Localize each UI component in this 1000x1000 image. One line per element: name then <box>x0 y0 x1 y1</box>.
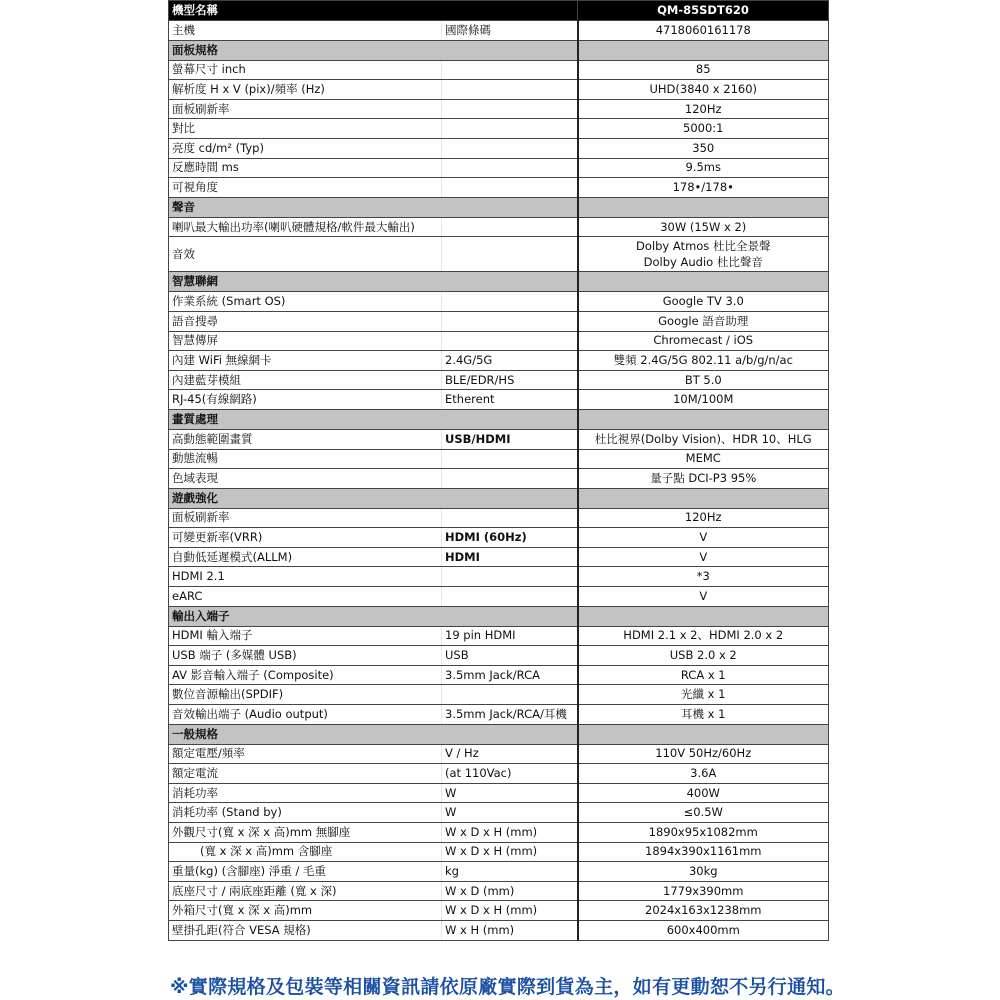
barcode-value: 4718060161178 <box>578 21 829 41</box>
spec-condition-text: 3.5mm Jack/RCA/耳機 <box>445 706 567 721</box>
spec-value: 30W (15W x 2) <box>578 217 829 237</box>
section-header-row <box>169 409 829 429</box>
spec-row <box>169 449 829 469</box>
spec-value: UHD(3840 x 2160) <box>578 80 829 100</box>
spec-label: 音效輸出端子 (Audio output) <box>169 705 442 725</box>
spec-label: 底座尺寸 / 兩底座距離 (寬 x 深) <box>169 881 442 901</box>
spec-condition <box>442 744 578 764</box>
spec-value: Chromecast / iOS <box>578 331 829 351</box>
spec-condition-text: Etherent <box>445 392 495 407</box>
spec-condition <box>442 862 578 882</box>
spec-label: 額定電壓/頻率 <box>169 744 442 764</box>
spec-label: 智慧傳屏 <box>169 331 442 351</box>
section-header-row <box>169 606 829 626</box>
model-label: 機型名稱 <box>169 1 442 21</box>
spec-value: V <box>578 587 829 607</box>
spec-label: eARC <box>169 587 442 607</box>
spec-table <box>168 0 829 941</box>
spec-condition-text: (at 110Vac) <box>445 766 512 781</box>
section-title: 一般規格 <box>169 724 442 744</box>
spec-condition <box>442 119 578 139</box>
spec-row <box>169 744 829 764</box>
spec-label: 對比 <box>169 119 442 139</box>
spec-value: 10M/100M <box>578 390 829 410</box>
spec-condition <box>442 429 578 449</box>
spec-value: 光纖 x 1 <box>578 685 829 705</box>
spec-condition <box>442 237 578 272</box>
main-unit-row <box>169 21 829 41</box>
spec-label: 消耗功率 <box>169 783 442 803</box>
spec-row <box>169 783 829 803</box>
spec-condition-text: W x D x H (mm) <box>445 903 538 918</box>
spec-row <box>169 626 829 646</box>
spec-row <box>169 217 829 237</box>
spec-label: AV 影音輸入端子 (Composite) <box>169 665 442 685</box>
spec-row <box>169 646 829 666</box>
spec-value: 杜比視界(Dolby Vision)、HDR 10、HLG <box>578 429 829 449</box>
model-middle <box>442 1 578 21</box>
spec-row <box>169 665 829 685</box>
section-header-row <box>169 40 829 60</box>
spec-row <box>169 508 829 528</box>
spec-condition-text: W x D x H (mm) <box>445 824 538 839</box>
spec-label: HDMI 2.1 <box>169 567 442 587</box>
main-unit-label: 主機 <box>169 21 442 41</box>
barcode-label: 國際條碼 <box>442 21 578 41</box>
spec-row <box>169 311 829 331</box>
spec-label-text: (寬 x 深 x 高)mm 含腳座 <box>200 844 333 859</box>
spec-label: 面板刷新率 <box>169 99 442 119</box>
spec-label: RJ-45(有線網路) <box>169 390 442 410</box>
spec-row <box>169 158 829 178</box>
spec-value <box>578 237 829 272</box>
spec-label: 音效 <box>169 237 442 272</box>
spec-row <box>169 862 829 882</box>
spec-value: 120Hz <box>578 508 829 528</box>
spec-condition-text: W x D (mm) <box>445 883 515 898</box>
spec-row <box>169 901 829 921</box>
spec-label <box>169 842 442 862</box>
spec-row <box>169 547 829 567</box>
spec-condition <box>442 390 578 410</box>
spec-value: 耳機 x 1 <box>578 705 829 725</box>
spec-condition <box>442 783 578 803</box>
spec-value: 178•/178• <box>578 178 829 198</box>
section-value <box>578 606 829 626</box>
spec-condition <box>442 567 578 587</box>
section-title: 面板規格 <box>169 40 442 60</box>
spec-value: ≤0.5W <box>578 803 829 823</box>
spec-label: 自動低延遲模式(ALLM) <box>169 547 442 567</box>
spec-condition <box>442 764 578 784</box>
spec-value: V <box>578 528 829 548</box>
spec-row <box>169 370 829 390</box>
disclaimer-footnote: ※實際規格及包裝等相關資訊請依原廠實際到貨為主，如有更動恕不另行通知。 <box>170 976 845 998</box>
spec-value: Google TV 3.0 <box>578 292 829 312</box>
spec-condition <box>442 80 578 100</box>
spec-condition-text: HDMI <box>445 549 480 564</box>
spec-condition <box>442 587 578 607</box>
spec-value: 2024x163x1238mm <box>578 901 829 921</box>
spec-condition <box>442 646 578 666</box>
spec-label: 作業系統 (Smart OS) <box>169 292 442 312</box>
section-title: 聲音 <box>169 197 442 217</box>
section-title: 畫質處理 <box>169 409 442 429</box>
spec-condition <box>442 99 578 119</box>
spec-condition <box>442 508 578 528</box>
spec-condition-text: USB <box>445 648 469 663</box>
spec-condition <box>442 626 578 646</box>
spec-row <box>169 469 829 489</box>
spec-label: 額定電流 <box>169 764 442 784</box>
spec-label: USB 端子 (多媒體 USB) <box>169 646 442 666</box>
spec-condition <box>442 901 578 921</box>
section-middle <box>442 724 578 744</box>
spec-condition <box>442 331 578 351</box>
section-title: 遊戲強化 <box>169 488 442 508</box>
spec-value-line-2: Dolby Audio 杜比聲音 <box>643 255 763 270</box>
spec-label: 壁掛孔距(符合 VESA 規格) <box>169 920 442 940</box>
section-middle <box>442 488 578 508</box>
section-value <box>578 409 829 429</box>
spec-row <box>169 842 829 862</box>
section-header-row <box>169 197 829 217</box>
spec-value: 3.6A <box>578 764 829 784</box>
spec-label: 亮度 cd/m² (Typ) <box>169 138 442 158</box>
spec-label: 可視角度 <box>169 178 442 198</box>
spec-condition <box>442 803 578 823</box>
spec-label: HDMI 輸入端子 <box>169 626 442 646</box>
spec-condition <box>442 469 578 489</box>
spec-label: 高動態範圍畫質 <box>169 429 442 449</box>
section-value <box>578 488 829 508</box>
spec-condition-text: W <box>445 785 457 800</box>
section-value <box>578 40 829 60</box>
section-title: 輸出入端子 <box>169 606 442 626</box>
spec-label: 外箱尺寸(寬 x 深 x 高)mm <box>169 901 442 921</box>
spec-value: MEMC <box>578 449 829 469</box>
section-middle <box>442 197 578 217</box>
spec-label: 色域表現 <box>169 469 442 489</box>
spec-label: 消耗功率 (Stand by) <box>169 803 442 823</box>
spec-label: 內建 WiFi 無線網卡 <box>169 351 442 371</box>
spec-condition-text: USB/HDMI <box>445 431 511 446</box>
spec-condition <box>442 705 578 725</box>
spec-value: V <box>578 547 829 567</box>
spec-condition <box>442 351 578 371</box>
spec-row <box>169 587 829 607</box>
spec-row <box>169 705 829 725</box>
spec-condition <box>442 547 578 567</box>
spec-condition <box>442 449 578 469</box>
spec-row <box>169 138 829 158</box>
spec-condition <box>442 158 578 178</box>
spec-row <box>169 390 829 410</box>
section-value <box>578 724 829 744</box>
spec-condition-text: W x D x H (mm) <box>445 844 538 859</box>
spec-row <box>169 881 829 901</box>
spec-condition-text: 3.5mm Jack/RCA <box>445 667 540 682</box>
spec-value: 30kg <box>578 862 829 882</box>
spec-value: 350 <box>578 138 829 158</box>
spec-row <box>169 60 829 80</box>
spec-value: BT 5.0 <box>578 370 829 390</box>
spec-label: 反應時間 ms <box>169 158 442 178</box>
model-title-row <box>169 1 829 21</box>
spec-row <box>169 429 829 449</box>
spec-condition <box>442 842 578 862</box>
spec-row <box>169 331 829 351</box>
spec-row <box>169 764 829 784</box>
section-middle <box>442 40 578 60</box>
spec-label: 語音搜尋 <box>169 311 442 331</box>
spec-condition-text: HDMI (60Hz) <box>445 530 527 545</box>
spec-condition <box>442 370 578 390</box>
spec-label: 內建藍芽模組 <box>169 370 442 390</box>
spec-condition-text: 19 pin HDMI <box>445 628 516 643</box>
spec-label: 重量(kg) (含腳座) 淨重 / 毛重 <box>169 862 442 882</box>
spec-label: 面板刷新率 <box>169 508 442 528</box>
spec-value: RCA x 1 <box>578 665 829 685</box>
spec-label: 解析度 H x V (pix)/頻率 (Hz) <box>169 80 442 100</box>
section-header-row <box>169 272 829 292</box>
spec-row <box>169 803 829 823</box>
spec-value: 1894x390x1161mm <box>578 842 829 862</box>
spec-value: USB 2.0 x 2 <box>578 646 829 666</box>
spec-row <box>169 178 829 198</box>
spec-value: 600x400mm <box>578 920 829 940</box>
spec-row <box>169 99 829 119</box>
spec-row <box>169 80 829 100</box>
spec-value-line-1: Dolby Atmos 杜比全景聲 <box>636 239 771 254</box>
spec-label: 螢幕尺寸 inch <box>169 60 442 80</box>
spec-condition <box>442 178 578 198</box>
spec-condition-text: BLE/EDR/HS <box>445 372 515 387</box>
spec-row <box>169 685 829 705</box>
spec-value: Google 語音助理 <box>578 311 829 331</box>
spec-label: 喇叭最大輸出功率(喇叭硬體規格/軟件最大輸出) <box>169 217 442 237</box>
spec-value: *3 <box>578 567 829 587</box>
spec-value: 雙頻 2.4G/5G 802.11 a/b/g/n/ac <box>578 351 829 371</box>
spec-condition <box>442 685 578 705</box>
spec-row <box>169 567 829 587</box>
spec-value: 1779x390mm <box>578 881 829 901</box>
spec-row <box>169 528 829 548</box>
spec-row <box>169 237 829 272</box>
spec-condition <box>442 60 578 80</box>
section-value <box>578 197 829 217</box>
spec-value: 量子點 DCI-P3 95% <box>578 469 829 489</box>
spec-condition <box>442 311 578 331</box>
spec-value: 5000:1 <box>578 119 829 139</box>
section-middle <box>442 606 578 626</box>
spec-condition <box>442 920 578 940</box>
spec-value: 1890x95x1082mm <box>578 823 829 843</box>
spec-row <box>169 920 829 940</box>
spec-row <box>169 119 829 139</box>
spec-condition <box>442 138 578 158</box>
spec-label: 數位音源輸出(SPDIF) <box>169 685 442 705</box>
spec-condition-text: kg <box>445 863 459 878</box>
spec-condition <box>442 528 578 548</box>
spec-condition <box>442 823 578 843</box>
spec-value: 85 <box>578 60 829 80</box>
spec-label: 外觀尺寸(寬 x 深 x 高)mm 無腳座 <box>169 823 442 843</box>
spec-row <box>169 823 829 843</box>
spec-label: 可變更新率(VRR) <box>169 528 442 548</box>
section-header-row <box>169 488 829 508</box>
spec-condition <box>442 292 578 312</box>
spec-condition <box>442 665 578 685</box>
section-header-row <box>169 724 829 744</box>
spec-condition-text: W <box>445 805 457 820</box>
section-middle <box>442 272 578 292</box>
model-number: QM-85SDT620 <box>578 1 829 21</box>
spec-value: 110V 50Hz/60Hz <box>578 744 829 764</box>
spec-row <box>169 351 829 371</box>
spec-label: 動態流暢 <box>169 449 442 469</box>
section-title: 智慧聯網 <box>169 272 442 292</box>
spec-value: 9.5ms <box>578 158 829 178</box>
spec-value: 120Hz <box>578 99 829 119</box>
spec-condition-text: W x H (mm) <box>445 922 515 937</box>
spec-table-body <box>169 1 829 941</box>
spec-condition-text: V / Hz <box>445 746 479 761</box>
spec-value: HDMI 2.1 x 2、HDMI 2.0 x 2 <box>578 626 829 646</box>
spec-row <box>169 292 829 312</box>
spec-condition <box>442 217 578 237</box>
spec-condition-text: 2.4G/5G <box>445 352 493 367</box>
section-middle <box>442 409 578 429</box>
spec-value: 400W <box>578 783 829 803</box>
section-value <box>578 272 829 292</box>
spec-condition <box>442 881 578 901</box>
